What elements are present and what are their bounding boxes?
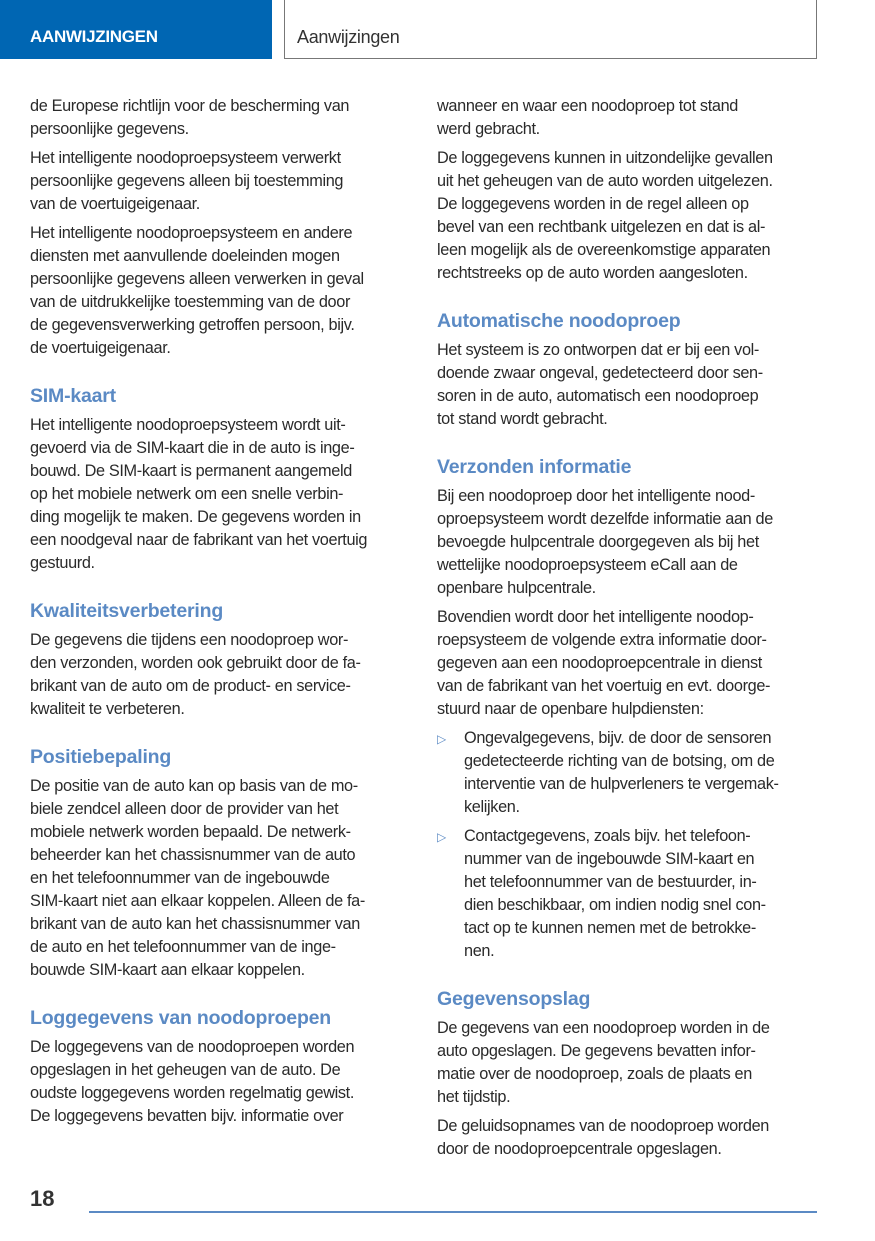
heading-loggegevens: Loggegevens van noodoproepen: [30, 1007, 332, 1029]
paragraph: De gegevens die tijdens een noodoproep wor- den verzonden, worden ook gebruikt door de fa- brikant van de auto om de product- en service- kwaliteit te verbeteren.: [30, 631, 361, 718]
heading-sim-kaart: SIM-kaart: [30, 385, 116, 407]
bullet-item: [437, 825, 822, 963]
heading-verzonden-informatie: Verzonden informatie: [437, 456, 632, 478]
right-column: [437, 95, 822, 1167]
paragraph: Het systeem is zo ontworpen dat er bij een vol- doende zwaar ongeval, gedetecteerd door sen- soren in de auto, automatisch een noodoproep tot stand wordt gebracht.: [437, 341, 763, 428]
paragraph: Het intelligente noodoproepsysteem en andere diensten met aanvullende doeleinden mogen persoonlijke gegevens alleen verwerken in geval van de uitdrukkelijke toestemming van de door de gegevensverwerking getroffen persoon, bijv. de voertuigeigenaar.: [30, 224, 364, 357]
section-tab: AANWIJZINGEN: [0, 0, 272, 59]
left-column: [30, 95, 415, 1134]
paragraph: Het intelligente noodoproepsysteem wordt uit- gevoerd via de SIM-kaart die in de auto is inge- bouwd. De SIM-kaart is permanent aangemeld op het mobiele netwerk om een snelle verbin- ding mogelijk te maken. De gegevens worden in een noodgeval naar de fabrikant van het voertuig gestuurd.: [30, 416, 368, 572]
paragraph: De loggegevens kunnen in uitzondelijke gevallen uit het geheugen van de auto worden uitgelezen. De loggegevens worden in de regel alleen op bevel van een rechtbank uitgelezen en dat is al- leen mogelijk als de overeenkomstige apparaten rechtstreeks op de auto worden aangesloten.: [437, 149, 773, 282]
heading-gegevensopslag: Gegevensopslag: [437, 988, 591, 1010]
bullet-text: Contactgegevens, zoals bijv. het telefoon- nummer van de ingebouwde SIM-kaart en het telefoonnummer van de bestuurder, in- dien beschikbaar, om indien nodig snel con- tact op te kunnen nemen met de betrokke- nen.: [464, 827, 766, 960]
chapter-title: Aanwijzingen: [284, 0, 817, 59]
triangle-bullet-icon: ▷: [437, 732, 446, 746]
paragraph: De positie van de auto kan op basis van de mo- biele zendcel alleen door de provider van het mobiele netwerk worden bepaald. De netwerk- beheerder kan het chassisnummer van de auto en het telefoonnummer van de ingebouwde SIM-kaart niet aan elkaar koppelen. Alleen de fa- brikant van de auto kan het chassisnummer van de auto en het telefoonnummer van de inge- bouwde SIM-kaart aan elkaar koppelen.: [30, 777, 365, 979]
heading-positiebepaling: Positiebepaling: [30, 746, 172, 768]
paragraph: De loggegevens van de noodoproepen worden opgeslagen in het geheugen van de auto. De oudste loggegevens worden regelmatig gewist. De loggegevens bevatten bijv. informatie over: [30, 1038, 355, 1125]
paragraph: wanneer en waar een noodoproep tot stand werd gebracht.: [437, 97, 739, 138]
paragraph: Bij een noodoproep door het intelligente nood- oproepsysteem wordt dezelfde informatie aan de bevoegde hulpcentrale doorgegeven als bij het wettelijke noodoproepsysteem eCall aan de openbare hulpcentrale.: [437, 487, 773, 597]
bullet-item: [437, 727, 822, 819]
paragraph: De geluidsopnames van de noodoproep worden door de noodoproepcentrale opgeslagen.: [437, 1117, 769, 1158]
paragraph: Bovendien wordt door het intelligente noodop- roepsysteem de volgende extra informatie door- gegeven aan een noodoproepcentrale in dienst van de fabrikant van het voertuig en evt. doorge- stuurd naar de openbare hulpdiensten:: [437, 608, 771, 718]
bullet-text: Ongevalgegevens, bijv. de door de sensoren gedetecteerde richting van de botsing, om de interventie van de hulpverleners te vergemak- kelijken.: [464, 729, 779, 816]
footer-divider: [89, 1211, 817, 1213]
paragraph: De gegevens van een noodoproep worden in de auto opgeslagen. De gegevens bevatten infor- matie over de noodoproep, zoals de plaats en het tijdstip.: [437, 1019, 770, 1106]
heading-kwaliteitsverbetering: Kwaliteitsverbetering: [30, 600, 224, 622]
paragraph: Het intelligente noodoproepsysteem verwerkt persoonlijke gegevens alleen bij toestemming van de voertuigeigenaar.: [30, 149, 344, 213]
paragraph: de Europese richtlijn voor de bescherming van persoonlijke gegevens.: [30, 97, 350, 138]
heading-automatische-noodoproep: Automatische noodoproep: [437, 310, 681, 332]
triangle-bullet-icon: ▷: [437, 830, 446, 844]
page-number: 18: [30, 1186, 55, 1211]
